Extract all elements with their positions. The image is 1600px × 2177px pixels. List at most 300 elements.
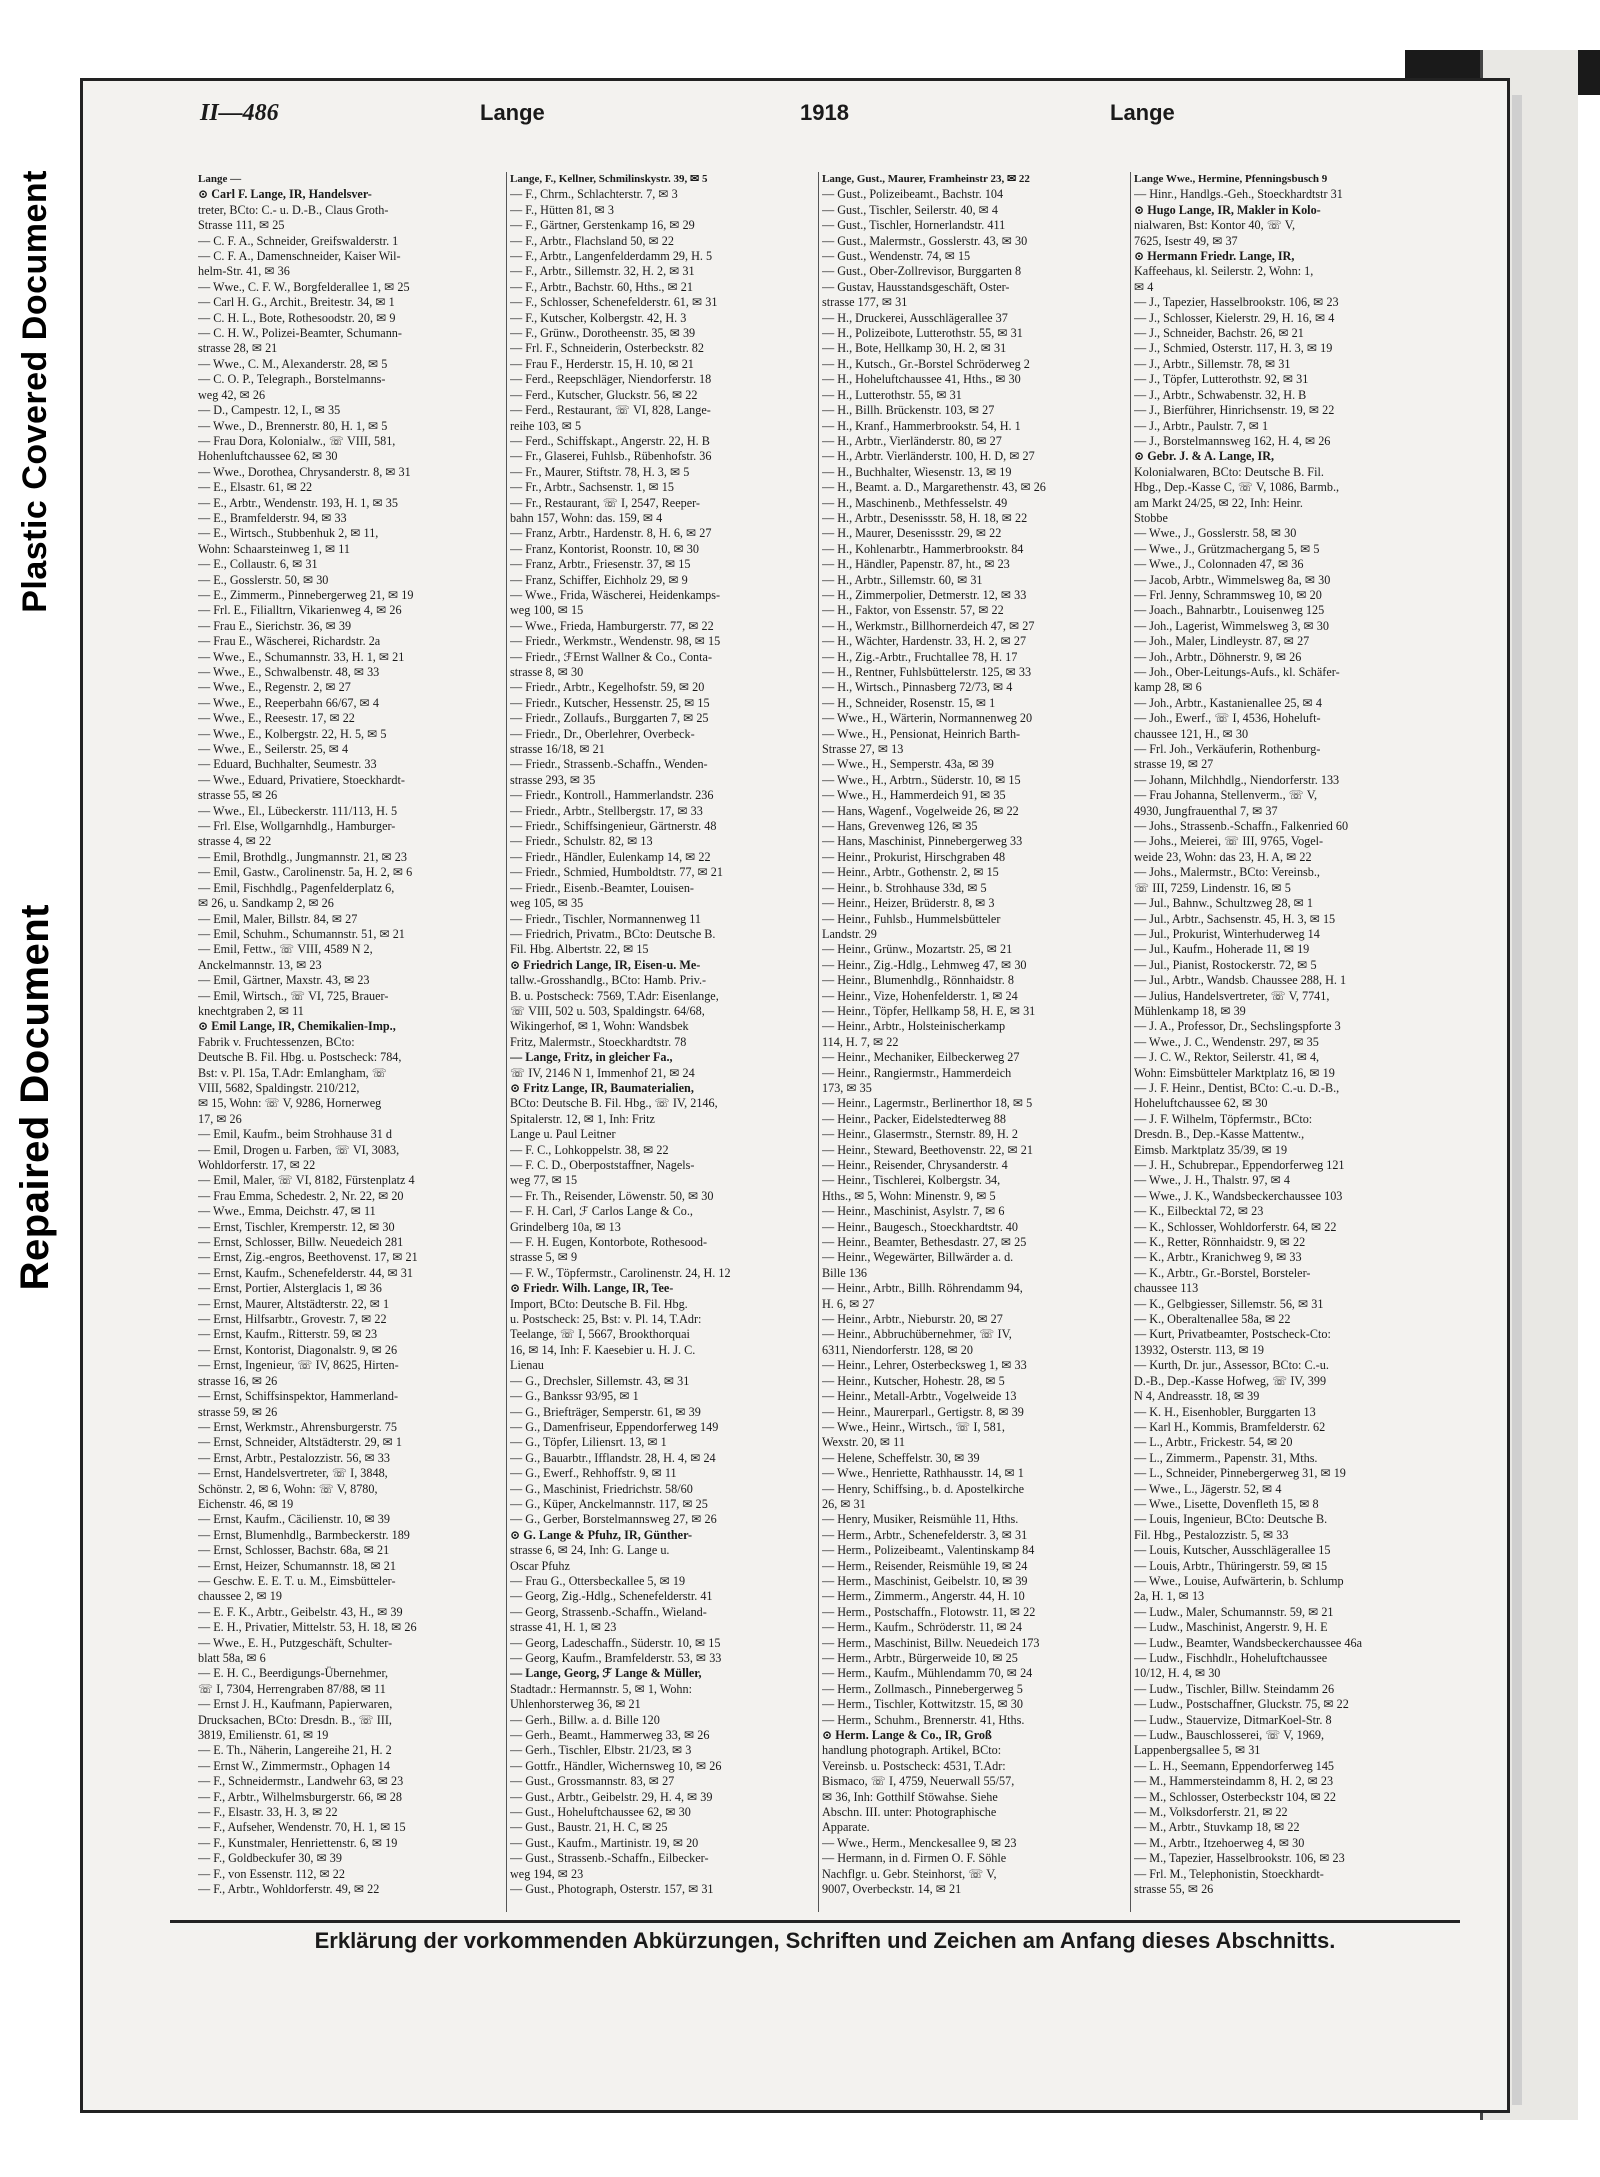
directory-entry: — Wwe., H., Wärterin, Normannenweg 20 [822,711,1033,726]
directory-entry: — Hinr., Handlgs.-Geh., Stoeckhardtstr 31 [1134,187,1343,202]
directory-entry: — Gust., Wendenstr. 74, ✉ 15 [822,249,971,264]
directory-entry: — Friedrich, Privatm., BCto: Deutsche B. [510,926,716,941]
directory-entry: — J., Arbtr., Paulstr. 7, ✉ 1 [1134,418,1269,433]
directory-entry: strasse 8, ✉ 30 [510,665,584,679]
directory-entry: — Herm., Kaufm., Schröderstr. 11, ✉ 24 [822,1620,1022,1635]
directory-entry: — Herm., Zimmerm., Angerstr. 44, H. 10 [822,1589,1025,1604]
directory-entry: — K. H., Eisenhobler, Burggarten 13 [1134,1404,1316,1419]
directory-entry: — Gottfr., Händler, Wichernsweg 10, ✉ 26 [510,1758,722,1773]
directory-entry: — F. C., Lohkoppelstr. 38, ✉ 22 [510,1142,669,1157]
directory-entry: — Wwe., H., Pensionat, Heinrich Barth- [822,726,1021,741]
directory-entry: — Friedr., Zollaufs., Burggarten 7, ✉ 25 [510,711,709,726]
directory-entry: Wexstr. 20, ✉ 11 [822,1435,905,1450]
directory-entry: — Hermann, in d. Firmen O. F. Söhle [822,1851,1007,1866]
directory-entry: — Jul., Prokurist, Winterhuderweg 14 [1134,926,1320,941]
directory-entry: strasse 6, ✉ 24, Inh: G. Lange u. [510,1543,670,1558]
directory-entry: — Wwe., Frida, Wäscherei, Heidenkamps- [510,587,721,602]
directory-entry: — J., Schlosser, Kielerstr. 29, H. 16, ✉ 4 [1134,310,1335,325]
directory-entry: — Joh., Ober-Leitungs-Aufs., kl. Schäfer- [1134,665,1340,679]
directory-entry: — F. H. Eugen, Kontorbote, Rothesood- [510,1235,708,1250]
header-left-word: Lange [480,100,545,125]
directory-entry: — Ernst, Kaufm., Ritterstr. 59, ✉ 23 [198,1327,378,1342]
firm-entry: ⊙ Carl F. Lange, IR, Handelsver- [198,187,372,202]
directory-entry: — Frl. M., Telephonistin, Stoeckhardt- [1134,1866,1324,1881]
directory-entry: Teelange, ☏ I, 5667, Brookthorquai [510,1327,690,1342]
directory-entry: — Ernst, Schneider, Altstädterstr. 29, ✉ 1 [198,1435,403,1450]
directory-entry: — Emil, Fischhdlg., Pagenfelderplatz 6, [198,880,395,895]
column-head-entry: Lange, F., Kellner, Schmilinskystr. 39, ✉ 5 [510,173,708,185]
directory-entry: — G., Küper, Anckelmannstr. 117, ✉ 25 [510,1496,708,1511]
directory-entry: — G., Töpfer, Liliensrt. 13, ✉ 1 [510,1435,667,1450]
directory-entry: — Gerh., Billw. a. d. Bille 120 [510,1712,660,1727]
directory-entry: — Emil, Schuhm., Schumannstr. 51, ✉ 21 [198,926,405,941]
directory-entry: Strasse 111, ✉ 25 [198,218,285,233]
directory-entry: strasse 16/18, ✉ 21 [510,742,605,757]
directory-entry: 13932, Osterstr. 113, ✉ 19 [1134,1342,1264,1357]
firm-entry: — Lange, Fritz, in gleicher Fa., [510,1050,673,1065]
directory-entry: treter, BCto: C.- u. D.-B., Claus Groth- [198,202,389,217]
directory-entry: — Wwe., C. M., Alexanderstr. 28, ✉ 5 [198,356,388,371]
directory-entry: — Heinr., Heizer, Brüderstr. 8, ✉ 3 [822,896,995,911]
directory-entry: Strasse 27, ✉ 13 [822,742,904,757]
directory-entry: — Ludw., Fischhdlr., Hoheluftchaussee [1134,1651,1328,1665]
directory-entry: — Ferd., Reepschläger, Niendorferstr. 18 [510,372,712,387]
directory-entry: — Geschw. E. E. T. u. M., Eimsbütteler- [198,1573,396,1588]
directory-entry: 173, ✉ 35 [822,1080,872,1095]
directory-entry: — Wwe., J., Gosslerstr. 58, ✉ 30 [1134,526,1297,541]
directory-entry: — Herm., Arbtr., Bürgerweide 10, ✉ 25 [822,1651,1018,1665]
page-number: II—486 [200,100,279,126]
directory-entry: — Eduard, Buchhalter, Seumestr. 33 [198,757,377,772]
directory-entry: — Heinr., Maurerparl., Gertigstr. 8, ✉ 39 [822,1404,1024,1419]
directory-entry: strasse 59, ✉ 26 [198,1404,278,1419]
directory-entry: ✉ 4 [1134,279,1154,294]
directory-entry: — Louis, Kutscher, Ausschlägerallee 15 [1134,1543,1331,1558]
directory-entry: — Ernst, Schlosser, Billw. Neuedeich 281 [198,1235,404,1250]
directory-entry: — J. F. Wilhelm, Töpfermstr., BCto: [1134,1111,1313,1126]
directory-entry: — F., Kutscher, Kolbergstr. 42, H. 3 [510,310,687,325]
directory-entry: — F., Arbtr., Flachsland 50, ✉ 22 [510,233,674,248]
directory-entry: — Gust., Photograph, Osterstr. 157, ✉ 31 [510,1882,714,1897]
directory-entry: — J., Bierführer, Hinrichsenstr. 19, ✉ 22 [1134,403,1335,418]
directory-entry: — Gust., Hoheluftchaussee 62, ✉ 30 [510,1805,691,1820]
side-tag-repaired: Repaired Document [12,903,57,1290]
directory-entry: u. Postscheck: 25, Bst: v. Pl. 14, T.Adr: [510,1312,702,1327]
directory-entry: — C. F. A., Damenschneider, Kaiser Wil- [198,249,401,264]
directory-entry: — Heinr., Rangiermstr., Hammerdeich [822,1065,1012,1080]
directory-entry: — Ernst, Schiffsinspektor, Hammerland- [198,1389,399,1404]
directory-entry: — Heinr., Wegewärter, Billwärder a. d. [822,1250,1014,1265]
directory-entry: — Herm., Kaufm., Mühlendamm 70, ✉ 24 [822,1666,1033,1681]
directory-entry: — F. H. Carl, ℱ Carlos Lange & Co., [510,1204,693,1219]
directory-entry: — E. Th., Näherin, Langereihe 21, H. 2 [198,1743,392,1758]
directory-entry: — Friedr., ℱErnst Wallner & Co., Conta- [510,649,712,664]
directory-entry: — Wwe., H., Semperstr. 43a, ✉ 39 [822,757,994,772]
directory-entry: strasse 55, ✉ 26 [198,788,278,803]
directory-entry: 3819, Emilienstr. 61, ✉ 19 [198,1728,329,1743]
directory-entry: 17, ✉ 26 [198,1111,242,1126]
directory-entry: — Herm., Schuhm., Brennerstr. 41, Hths. [822,1712,1025,1727]
directory-entry: — Friedr., Arbtr., Stellbergstr. 17, ✉ 33 [510,803,703,818]
directory-entry: — Herm., Maschinist, Billw. Neuedeich 173 [822,1635,1040,1650]
directory-entry: — E., Elsastr. 61, ✉ 22 [198,480,313,495]
directory-entry: — Friedr., Schiffsingenieur, Gärtnerstr. 48 [510,819,717,834]
directory-entry: — K., Gelbgiesser, Sillemstr. 56, ✉ 31 [1134,1296,1324,1311]
directory-entry: — Heinr., Arbtr., Holsteinischerkamp [822,1019,1006,1034]
directory-entry: — Ernst, Heizer, Schumannstr. 18, ✉ 21 [198,1558,396,1573]
directory-entry: — Friedr., Werkmstr., Wendenstr. 98, ✉ 15 [510,634,721,649]
directory-entry: — Georg, Kaufm., Bramfelderstr. 53, ✉ 33 [510,1651,722,1665]
column-divider [506,172,507,1912]
directory-entry: — Heinr., Arbtr., Billh. Röhrendamm 94, [822,1281,1023,1296]
directory-entry: — Ernst J. H., Kaufmann, Papierwaren, [198,1697,393,1712]
directory-entry: Lienau [510,1358,544,1373]
directory-entry: — Heinr., Blumenhdlg., Rönnhaidstr. 8 [822,973,1014,988]
directory-entry: — Heinr., Abbruchübernehmer, ☏ IV, [822,1327,1012,1342]
directory-entry: Vereinsb. u. Postscheck: 4531, T.Adr: [822,1758,1006,1773]
directory-entry: chaussee 2, ✉ 19 [198,1589,282,1604]
directory-entry: 6311, Niendorferstr. 128, ✉ 20 [822,1342,973,1357]
directory-entry: — M., Tapezier, Hasselbrookstr. 106, ✉ 23 [1134,1851,1345,1866]
directory-entry: — Gust., Tischler, Hornerlandstr. 411 [822,218,1006,233]
directory-entry: — Friedr., Schmied, Humboldtstr. 77, ✉ 21 [510,865,723,880]
directory-entry: — Frau F., Herderstr. 15, H. 10, ✉ 21 [510,356,694,371]
directory-entry: — M., Hammersteindamm 8, H. 2, ✉ 23 [1134,1774,1334,1789]
directory-entry: — Kurth, Dr. jur., Assessor, BCto: C.-u. [1134,1358,1329,1373]
directory-entry: — Wwe., E., Schumannstr. 33, H. 1, ✉ 21 [198,649,405,664]
directory-entry: — H., Kutsch., Gr.-Borstel Schröderweg 2 [822,356,1030,371]
column-head-entry: Lange, Gust., Maurer, Framheinstr 23, ✉ 22 [822,173,1030,185]
directory-entry: — Ernst, Hilfsarbtr., Grovestr. 7, ✉ 22 [198,1312,387,1327]
directory-entry: weg 105, ✉ 35 [510,896,584,911]
directory-entry: — H., Faktor, von Essenstr. 57, ✉ 22 [822,603,1004,618]
directory-entry: — F., Grünw., Dorotheenstr. 35, ✉ 39 [510,326,696,341]
directory-entry: — Johs., Meierei, ☏ III, 9765, Vogel- [1134,834,1324,849]
directory-entry: — E., Gosslerstr. 50, ✉ 30 [198,572,329,587]
directory-entry: Schönstr. 2, ✉ 6, Wohn: ☏ V, 8780, [198,1481,378,1496]
directory-entry: — Heinr., Zig.-Hdlg., Lehmweg 47, ✉ 30 [822,957,1027,972]
directory-entry: — F. W., Töpfermstr., Carolinenstr. 24, H. 12 [510,1265,731,1280]
directory-entry: — Heinr., Grünw., Mozartstr. 25, ✉ 21 [822,942,1013,957]
directory-entry: — Heinr., Packer, Eidelstedterweg 88 [822,1111,1006,1126]
directory-entry: ✉ 15, Wohn: ☏ V, 9286, Hornerweg [198,1096,382,1111]
directory-entry: 26, ✉ 31 [822,1496,866,1511]
directory-entry: — Ludw., Stauervize, DitmarKoel-Str. 8 [1134,1712,1332,1727]
directory-entry: — Friedr., Händler, Eulenkamp 14, ✉ 22 [510,849,711,864]
directory-entry: — Heinr., Lehrer, Osterbecksweg 1, ✉ 33 [822,1358,1027,1373]
directory-entry: — J. F. Heinr., Dentist, BCto: C.-u. D.-B., [1134,1080,1340,1095]
directory-entry: — L., Arbtr., Frickestr. 54, ✉ 20 [1134,1435,1293,1450]
directory-entry: — Frau Johanna, Stellenverm., ☏ V, [1134,788,1318,803]
directory-entry: — Frl. F., Schneiderin, Osterbeckstr. 82 [510,341,704,356]
directory-entry: — Wwe., E., Reeperbahn 66/67, ✉ 4 [198,695,379,710]
directory-entry: — Frl. Jenny, Schrammsweg 10, ✉ 20 [1134,587,1322,602]
directory-entry: 10/12, H. 4, ✉ 30 [1134,1666,1221,1681]
directory-entry: Bst: v. Pl. 15a, T.Adr: Emlangham, ☏ [198,1065,388,1080]
directory-entry: — F., Gärtner, Gerstenkamp 16, ✉ 29 [510,218,695,233]
firm-entry: ⊙ Herm. Lange & Co., IR, Groß [822,1728,992,1743]
directory-entry: — Gerh., Tischler, Elbstr. 21/23, ✉ 3 [510,1743,692,1758]
directory-entry: — Emil, Brothdlg., Jungmannstr. 21, ✉ 23 [198,849,407,864]
directory-entry: — F., Arbtr., Wohldorferstr. 49, ✉ 22 [198,1882,380,1897]
directory-entry: — Herm., Maschinist, Geibelstr. 10, ✉ 39 [822,1573,1028,1588]
directory-entry: Stadtadr.: Hermannstr. 5, ✉ 1, Wohn: [510,1681,692,1696]
directory-entry: — Emil, Maler, Billstr. 84, ✉ 27 [198,911,358,926]
directory-entry: — Ferd., Restaurant, ☏ VI, 828, Lange- [510,403,711,418]
directory-entry: — Frau G., Ottersbeckallee 5, ✉ 19 [510,1573,686,1588]
directory-entry: Wohldorferstr. 17, ✉ 22 [198,1158,316,1172]
directory-entry: strasse 177, ✉ 31 [822,295,908,310]
directory-entry: — Johann, Milchhdlg., Niendorferstr. 133 [1134,772,1340,787]
directory-entry: — Heinr., Tischlerei, Kolbergstr. 34, [822,1173,1001,1188]
directory-entry: — H., Arbtr., Vierländerstr. 80, ✉ 27 [822,433,1002,448]
directory-entry: weg 100, ✉ 15 [510,603,584,618]
directory-entry: chaussee 121, H., ✉ 30 [1134,726,1249,741]
directory-entry: Spitalerstr. 12, ✉ 1, Inh: Fritz [510,1111,655,1126]
directory-entry: am Markt 24/25, ✉ 22, Inh: Heinr. [1134,495,1303,510]
directory-entry: Lappenbergsallee 5, ✉ 31 [1134,1743,1261,1758]
directory-entry: Abschn. III. unter: Photographische [822,1805,997,1820]
directory-entry: — Heinr., Arbtr., Nieburstr. 20, ✉ 27 [822,1312,1003,1327]
directory-entry: Wohn: Schaarsteinweg 1, ✉ 11 [198,541,350,556]
directory-entry: — Friedr., Kutscher, Hessenstr. 25, ✉ 15 [510,695,710,710]
directory-entry: — Joh., Arbtr., Kastanienallee 25, ✉ 4 [1134,695,1322,710]
directory-entry: — H., Zig.-Arbtr., Fruchtallee 78, H. 17 [822,649,1018,664]
directory-entry: — F., Schneidermstr., Landwehr 63, ✉ 23 [198,1774,404,1789]
directory-entry: strasse 28, ✉ 21 [198,341,278,356]
directory-entry: — Franz, Arbtr., Hardenstr. 8, H. 6, ✉ 27 [510,526,712,541]
directory-entry: — Heinr., Baugesch., Stoeckhardtstr. 40 [822,1219,1018,1234]
directory-entry: — Gust., Tischler, Seilerstr. 40, ✉ 4 [822,202,998,217]
directory-entry: — C. H. L., Bote, Rothesoodstr. 20, ✉ 9 [198,310,396,325]
directory-entry: — C. F. A., Schneider, Greifswalderstr. 1 [198,233,399,248]
directory-entry: ☏ III, 7259, Lindenstr. 16, ✉ 5 [1134,880,1291,895]
directory-entry: — Heinr., b. Strohhause 33d, ✉ 5 [822,880,987,895]
directory-entry: — Herm., Zollmasch., Pinnebergerweg 5 [822,1681,1023,1696]
directory-entry: — F., Arbtr., Sillemstr. 32, H. 2, ✉ 31 [510,264,695,279]
directory-entry: — H., Wirtsch., Pinnasberg 72/73, ✉ 4 [822,680,1013,695]
directory-entry: — Gust., Kaufm., Martinistr. 19, ✉ 20 [510,1835,699,1850]
directory-entry: — Frau E., Sierichstr. 36, ✉ 39 [198,618,352,633]
directory-entry: — Friedr., Strassenb.-Schaffn., Wenden- [510,757,708,772]
directory-entry: — E., Wirtsch., Stubbenhuk 2, ✉ 11, [198,526,379,541]
directory-entry: — J., Borstelmannsweg 162, H. 4, ✉ 26 [1134,433,1331,448]
directory-column-3 [822,172,1124,1912]
directory-entry: — Ernst, Arbtr., Pestalozzistr. 56, ✉ 33 [198,1450,390,1465]
directory-entry: Deutsche B. Fil. Hbg. u. Postscheck: 784, [198,1050,402,1065]
directory-entry: D.-B., Dep.-Kasse Hofweg, ☏ IV, 399 [1134,1373,1327,1388]
directory-entry: — H., Arbtr. Vierländerstr. 100, H. D, ✉ 27 [822,449,1035,464]
header-year: 1918 [800,100,849,125]
directory-entry: — Jul., Arbtr., Wandsb. Chaussee 288, H. 1 [1134,973,1347,988]
footer-rule [170,1920,1460,1923]
directory-entry: — E. H. C., Beerdigungs-Übernehmer, [198,1666,389,1681]
directory-entry: — F., Arbtr., Langenfelderdamm 29, H. 5 [510,249,713,264]
directory-entry: Nachflgr. u. Gebr. Steinhorst, ☏ V, [822,1866,997,1881]
directory-entry: — Wwe., Henriette, Rathhausstr. 14, ✉ 1 [822,1466,1024,1481]
directory-entry: — Gust., Arbtr., Geibelstr. 29, H. 4, ✉ 39 [510,1789,713,1804]
directory-entry: — Georg, Ladeschaffn., Süderstr. 10, ✉ 15 [510,1635,721,1650]
directory-entry: — C. H. W., Polizei-Beamter, Schumann- [198,326,402,341]
directory-entry: — Johs., Malermstr., BCto: Vereinsb., [1134,865,1320,880]
directory-entry: Hohenluftchaussee 62, ✉ 30 [198,449,338,464]
directory-entry: — H., Schneider, Rosenstr. 15, ✉ 1 [822,695,996,710]
directory-entry: — Herm., Polizeibeamt., Valentinskamp 84 [822,1543,1035,1558]
directory-entry: — Heinr., Glasermstr., Sternstr. 89, H. 2 [822,1127,1018,1142]
directory-entry: — Fr., Maurer, Stiftstr. 78, H. 3, ✉ 5 [510,464,690,479]
directory-entry: — H., Beamt. a. D., Margarethenstr. 43, ✉ 26 [822,480,1046,495]
directory-entry: — Wwe., Eduard, Privatiere, Stoeckhardt- [198,772,405,787]
directory-entry: — Joh., Ewerf., ☏ I, 4536, Hoheluft- [1134,711,1321,726]
directory-entry: — Wwe., E., Regenstr. 2, ✉ 27 [198,680,351,695]
directory-entry: Hths., ✉ 5, Wohn: Minenstr. 9, ✉ 5 [822,1188,996,1203]
directory-entry: — Ernst, Kontorist, Diagonalstr. 9, ✉ 26 [198,1342,398,1357]
directory-entry: — Gust., Strassenb.-Schaffn., Eilbecker- [510,1851,709,1866]
directory-entry: knechtgraben 2, ✉ 11 [198,1003,304,1018]
firm-entry: ⊙ Fritz Lange, IR, Baumaterialien, [510,1080,694,1095]
directory-entry: reihe 103, ✉ 5 [510,418,582,433]
directory-entry: — Joh., Arbtr., Döhnerstr. 9, ✉ 26 [1134,649,1302,664]
directory-entry: 2a, H. 1, ✉ 13 [1134,1589,1205,1604]
directory-entry: — Wwe., E., Schwalbenstr. 48, ✉ 33 [198,665,380,679]
directory-entry: H. 6, ✉ 27 [822,1296,875,1311]
directory-entry: — J., Schmied, Osterstr. 117, H. 3, ✉ 19 [1134,341,1333,356]
directory-entry: — G., Gerber, Borstelmannsweg 27, ✉ 26 [510,1512,717,1527]
directory-entry: ☏ VIII, 502 u. 503, Spaldingstr. 64/68, [510,1003,705,1018]
directory-entry: — Frl. E., Filialltrn, Vikarienweg 4, ✉ 26 [198,603,402,618]
directory-entry: — Ernst, Maurer, Altstädterstr. 22, ✉ 1 [198,1296,390,1311]
header-right-word: Lange [1110,100,1175,125]
directory-entry: — L., Schneider, Pinnebergerweg 31, ✉ 19 [1134,1466,1346,1481]
directory-entry: — J., Arbtr., Sillemstr. 78, ✉ 31 [1134,356,1291,371]
directory-entry: kamp 28, ✉ 6 [1134,680,1202,695]
directory-entry: — G., Maschinist, Friedrichstr. 58/60 [510,1481,693,1496]
directory-entry: — Emil, Drogen u. Farben, ☏ VI, 3083, [198,1142,400,1157]
firm-entry: ⊙ Friedrich Lange, IR, Eisen-u. Me- [510,957,701,972]
directory-entry: weg 42, ✉ 26 [198,387,266,402]
directory-entry: — E. H., Privatier, Mittelstr. 53, H. 18, ✉ 26 [198,1620,417,1635]
directory-entry: — Heinr., Beamter, Bethesdastr. 27, ✉ 25 [822,1235,1027,1250]
directory-entry: — F., Chrm., Schlachterstr. 7, ✉ 3 [510,187,678,202]
directory-entry: — Ludw., Bauschlosserei, ☏ V, 1969, [1134,1728,1325,1743]
directory-entry: bahn 157, Wohn: das. 159, ✉ 4 [510,510,663,525]
directory-entry: — E., Collaustr. 6, ✉ 31 [198,557,318,572]
directory-entry: — J., Schneider, Bachstr. 26, ✉ 21 [1134,326,1304,341]
directory-entry: — Herm., Arbtr., Schenefelderstr. 3, ✉ 31 [822,1527,1028,1542]
directory-entry: — K., Oberaltenallee 58a, ✉ 22 [1134,1312,1291,1327]
directory-entry: — Franz, Schiffer, Eichholz 29, ✉ 9 [510,572,688,587]
directory-entry: strasse 19, ✉ 27 [1134,757,1214,772]
directory-entry: — Heinr., Töpfer, Hellkamp 58, H. E, ✉ 31 [822,1003,1036,1018]
directory-entry: — Henry, Schiffsing., b. d. Apostelkirche [822,1481,1025,1496]
directory-entry: — Frau E., Wäscherei, Richardstr. 2a [198,634,381,649]
directory-entry: — Ernst, Portier, Alsterglacis 1, ✉ 36 [198,1281,382,1296]
directory-entry: weg 77, ✉ 15 [510,1173,578,1188]
directory-entry: — Gust., Malermstr., Gosslerstr. 43, ✉ 30 [822,233,1028,248]
directory-entry: — Ernst, Werkmstr., Ahrensburgerstr. 75 [198,1419,397,1434]
directory-entry: — Georg, Zig.-Hdlg., Schenefelderstr. 41 [510,1589,713,1604]
directory-entry: — K., Eilbecktal 72, ✉ 23 [1134,1204,1264,1219]
directory-entry: — L. H., Seemann, Eppendorferweg 145 [1134,1758,1335,1773]
directory-entry: weide 23, Wohn: das 23, H. A, ✉ 22 [1134,849,1312,864]
directory-entry: — H., Hoheluftchaussee 41, Hths., ✉ 30 [822,372,1021,387]
directory-entry: — E., Arbtr., Wendenstr. 193, H. 1, ✉ 35 [198,495,398,510]
directory-entry: — F., Arbtr., Bachstr. 60, Hths., ✉ 21 [510,279,693,294]
directory-entry: — Karl H., Kommis, Bramfelderstr. 62 [1134,1419,1326,1434]
directory-entry: — Frau Dora, Kolonialw., ☏ VIII, 581, [198,433,396,448]
directory-entry: — Wwe., E., Kolbergstr. 22, H. 5, ✉ 5 [198,726,387,741]
directory-entry: — Heinr., Mechaniker, Eilbeckerweg 27 [822,1050,1020,1065]
directory-entry: — J., Töpfer, Lutterothstr. 92, ✉ 31 [1134,372,1309,387]
directory-entry: — Jacob, Arbtr., Wimmelsweg 8a, ✉ 30 [1134,572,1331,587]
directory-entry: — K., Schlosser, Wohldorferstr. 64, ✉ 22 [1134,1219,1337,1234]
directory-entry: — Joh., Lagerist, Wimmelsweg 3, ✉ 30 [1134,618,1329,633]
directory-entry: — H., Buchhalter, Wiesenstr. 13, ✉ 19 [822,464,1012,479]
directory-entry: — Joh., Maler, Lindleystr. 87, ✉ 27 [1134,634,1310,649]
directory-entry: — Wwe., E. H., Putzgeschäft, Schulter- [198,1635,393,1650]
directory-entry: B. u. Postscheck: 7569, T.Adr: Eisenlange, [510,988,719,1003]
directory-entry: — Wwe., E., Reesestr. 17, ✉ 22 [198,711,355,726]
directory-entry: chaussee 113 [1134,1281,1199,1296]
directory-entry: — Hans, Maschinist, Pinnebergerweg 33 [822,834,1023,849]
directory-entry: — Fr., Glaserei, Fuhlsb., Rübenhofstr. 36 [510,449,712,464]
directory-entry: — Heinr., Prokurist, Hirschgraben 48 [822,849,1006,864]
directory-entry: Dresdn. B., Dep.-Kasse Mattentw., [1134,1127,1305,1142]
directory-entry: — Friedr., Schulstr. 82, ✉ 13 [510,834,653,849]
directory-entry: — F., Goldbeckufer 30, ✉ 39 [198,1851,342,1866]
directory-entry: — Gust., Polizeibeamt., Bachstr. 104 [822,187,1004,202]
firm-entry: ⊙ G. Lange & Pfuhz, IR, Günther- [510,1527,693,1542]
directory-entry: — Ernst, Blumenhdlg., Barmbeckerstr. 189 [198,1527,410,1542]
directory-entry: — F., von Essenstr. 112, ✉ 22 [198,1866,345,1881]
directory-entry: — Frl. Else, Wollgarnhdlg., Hamburger- [198,819,396,834]
directory-entry: — Ernst, Schlosser, Bachstr. 68a, ✉ 21 [198,1543,390,1558]
directory-entry: — Henry, Musiker, Reismühle 11, Hths. [822,1512,1019,1527]
directory-entry: — H., Druckerei, Ausschlägerallee 37 [822,310,1008,325]
directory-entry: 114, H. 7, ✉ 22 [822,1034,899,1049]
directory-entry: — Georg, Strassenb.-Schaffn., Wieland- [510,1604,707,1619]
directory-entry: — Wwe., J. K., Wandsbeckerchaussee 103 [1134,1188,1343,1203]
directory-entry: Bismaco, ☏ I, 4759, Neuerwall 55/57, [822,1774,1015,1789]
firm-entry: ⊙ Friedr. Wilh. Lange, IR, Tee- [510,1281,674,1296]
directory-entry: — Heinr., Kutscher, Hohestr. 28, ✉ 5 [822,1373,1005,1388]
directory-entry: — Ernst, Kaufm., Cäcilienstr. 10, ✉ 39 [198,1512,390,1527]
directory-entry: — F., Arbtr., Wilhelmsburgerstr. 66, ✉ 28 [198,1789,402,1804]
firm-entry: ⊙ Hermann Friedr. Lange, IR, [1134,249,1295,264]
directory-entry: Kaffeehaus, kl. Seilerstr. 2, Wohn: 1, [1134,264,1314,279]
directory-entry: — Frau Emma, Schedestr. 2, Nr. 22, ✉ 20 [198,1188,404,1203]
directory-column-4 [1134,172,1436,1912]
directory-entry: 4930, Jungfrauenthal 7, ✉ 37 [1134,803,1278,818]
directory-entry: — F., Hütten 81, ✉ 3 [510,202,615,217]
directory-entry: — Joach., Bahnarbtr., Louisenweg 125 [1134,603,1325,618]
firm-entry: ⊙ Gebr. J. & A. Lange, IR, [1134,449,1275,464]
directory-entry: — H., Wächter, Hardenstr. 33, H. 2, ✉ 27 [822,634,1027,649]
directory-entry: — Ferd., Kutscher, Gluckstr. 56, ✉ 22 [510,387,698,402]
directory-entry: — Herm., Reisender, Reismühle 19, ✉ 24 [822,1558,1028,1573]
directory-entry: Fabrik v. Fruchtessenzen, BCto: [198,1034,355,1049]
directory-entry: — Ferd., Schiffskapt., Angerstr. 22, H. B [510,433,710,448]
directory-entry: — Heinr., Fuhlsb., Hummelsbütteler [822,911,1001,926]
directory-entry: — H., Polizeibote, Lutterothstr. 55, ✉ 31 [822,326,1023,341]
directory-entry: — Heinr., Vize, Hohenfelderstr. 1, ✉ 24 [822,988,1018,1003]
directory-entry: Kolonialwaren, BCto: Deutsche B. Fil. [1134,464,1324,479]
directory-entry: — Hans, Wagenf., Vogelweide 26, ✉ 22 [822,803,1019,818]
directory-entry: — H., Billh. Brückenstr. 103, ✉ 27 [822,403,995,418]
directory-entry: N 4, Andreasstr. 18, ✉ 39 [1134,1389,1260,1404]
directory-entry: — Jul., Kaufm., Hoherade 11, ✉ 19 [1134,942,1310,957]
binding-strip [1512,95,1522,2105]
